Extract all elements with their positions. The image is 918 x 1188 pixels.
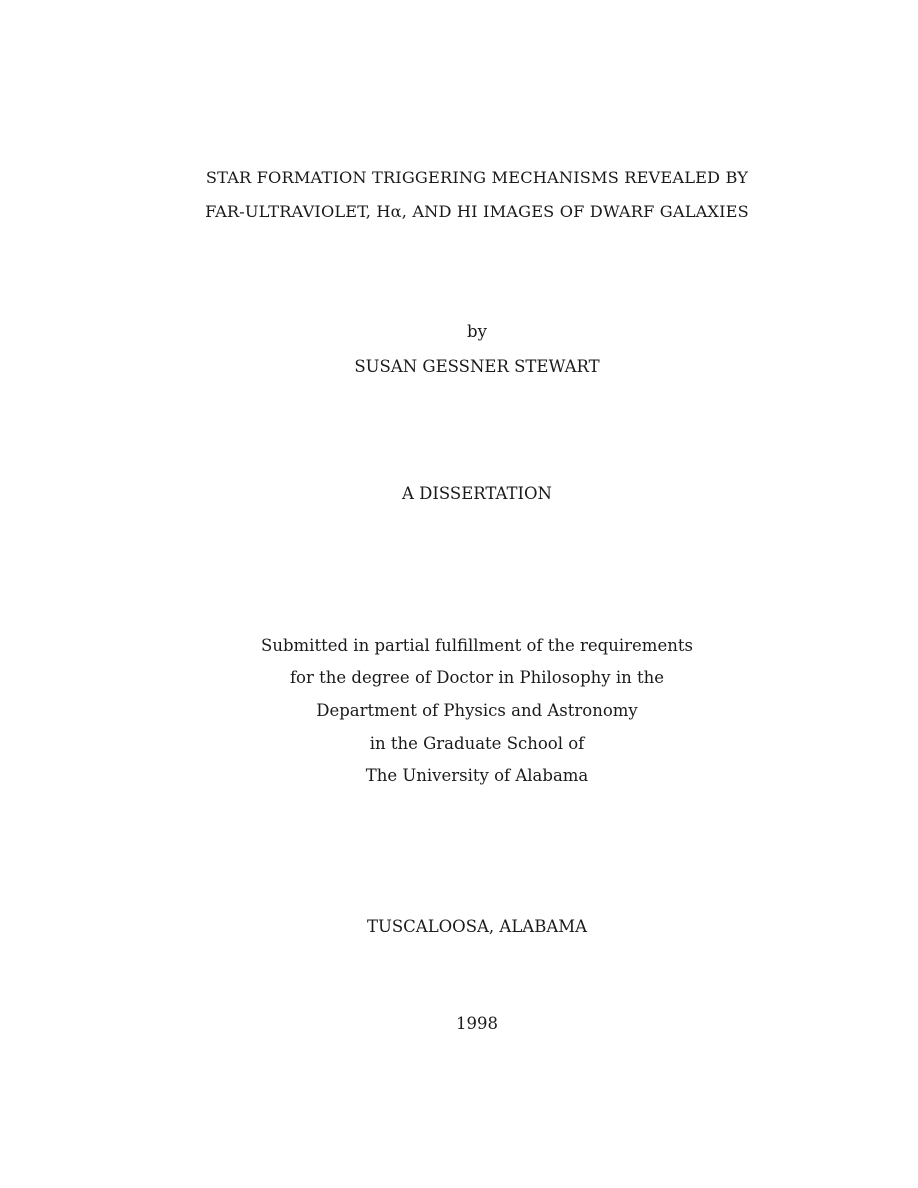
year: 1998 <box>456 1014 498 1033</box>
by-label: by <box>467 322 487 341</box>
submission-line-4: in the Graduate School of <box>369 734 585 753</box>
place: TUSCALOOSA, ALABAMA <box>366 917 588 936</box>
document-type: A DISSERTATION <box>401 484 552 503</box>
title-line-1: STAR FORMATION TRIGGERING MECHANISMS REVEALED BY <box>205 168 749 187</box>
submission-line-5: The University of Alabama <box>365 766 589 785</box>
submission-line-2: for the degree of Doctor in Philosophy in the <box>289 668 665 687</box>
submission-line-1: Submitted in partial fulfillment of the requirements <box>261 636 693 655</box>
submission-line-3: Department of Physics and Astronomy <box>316 701 638 720</box>
author-name: SUSAN GESSNER STEWART <box>354 357 600 376</box>
title-line-2: FAR-ULTRAVIOLET, Hα, AND HI IMAGES OF DWARF GALAXIES <box>205 202 749 221</box>
